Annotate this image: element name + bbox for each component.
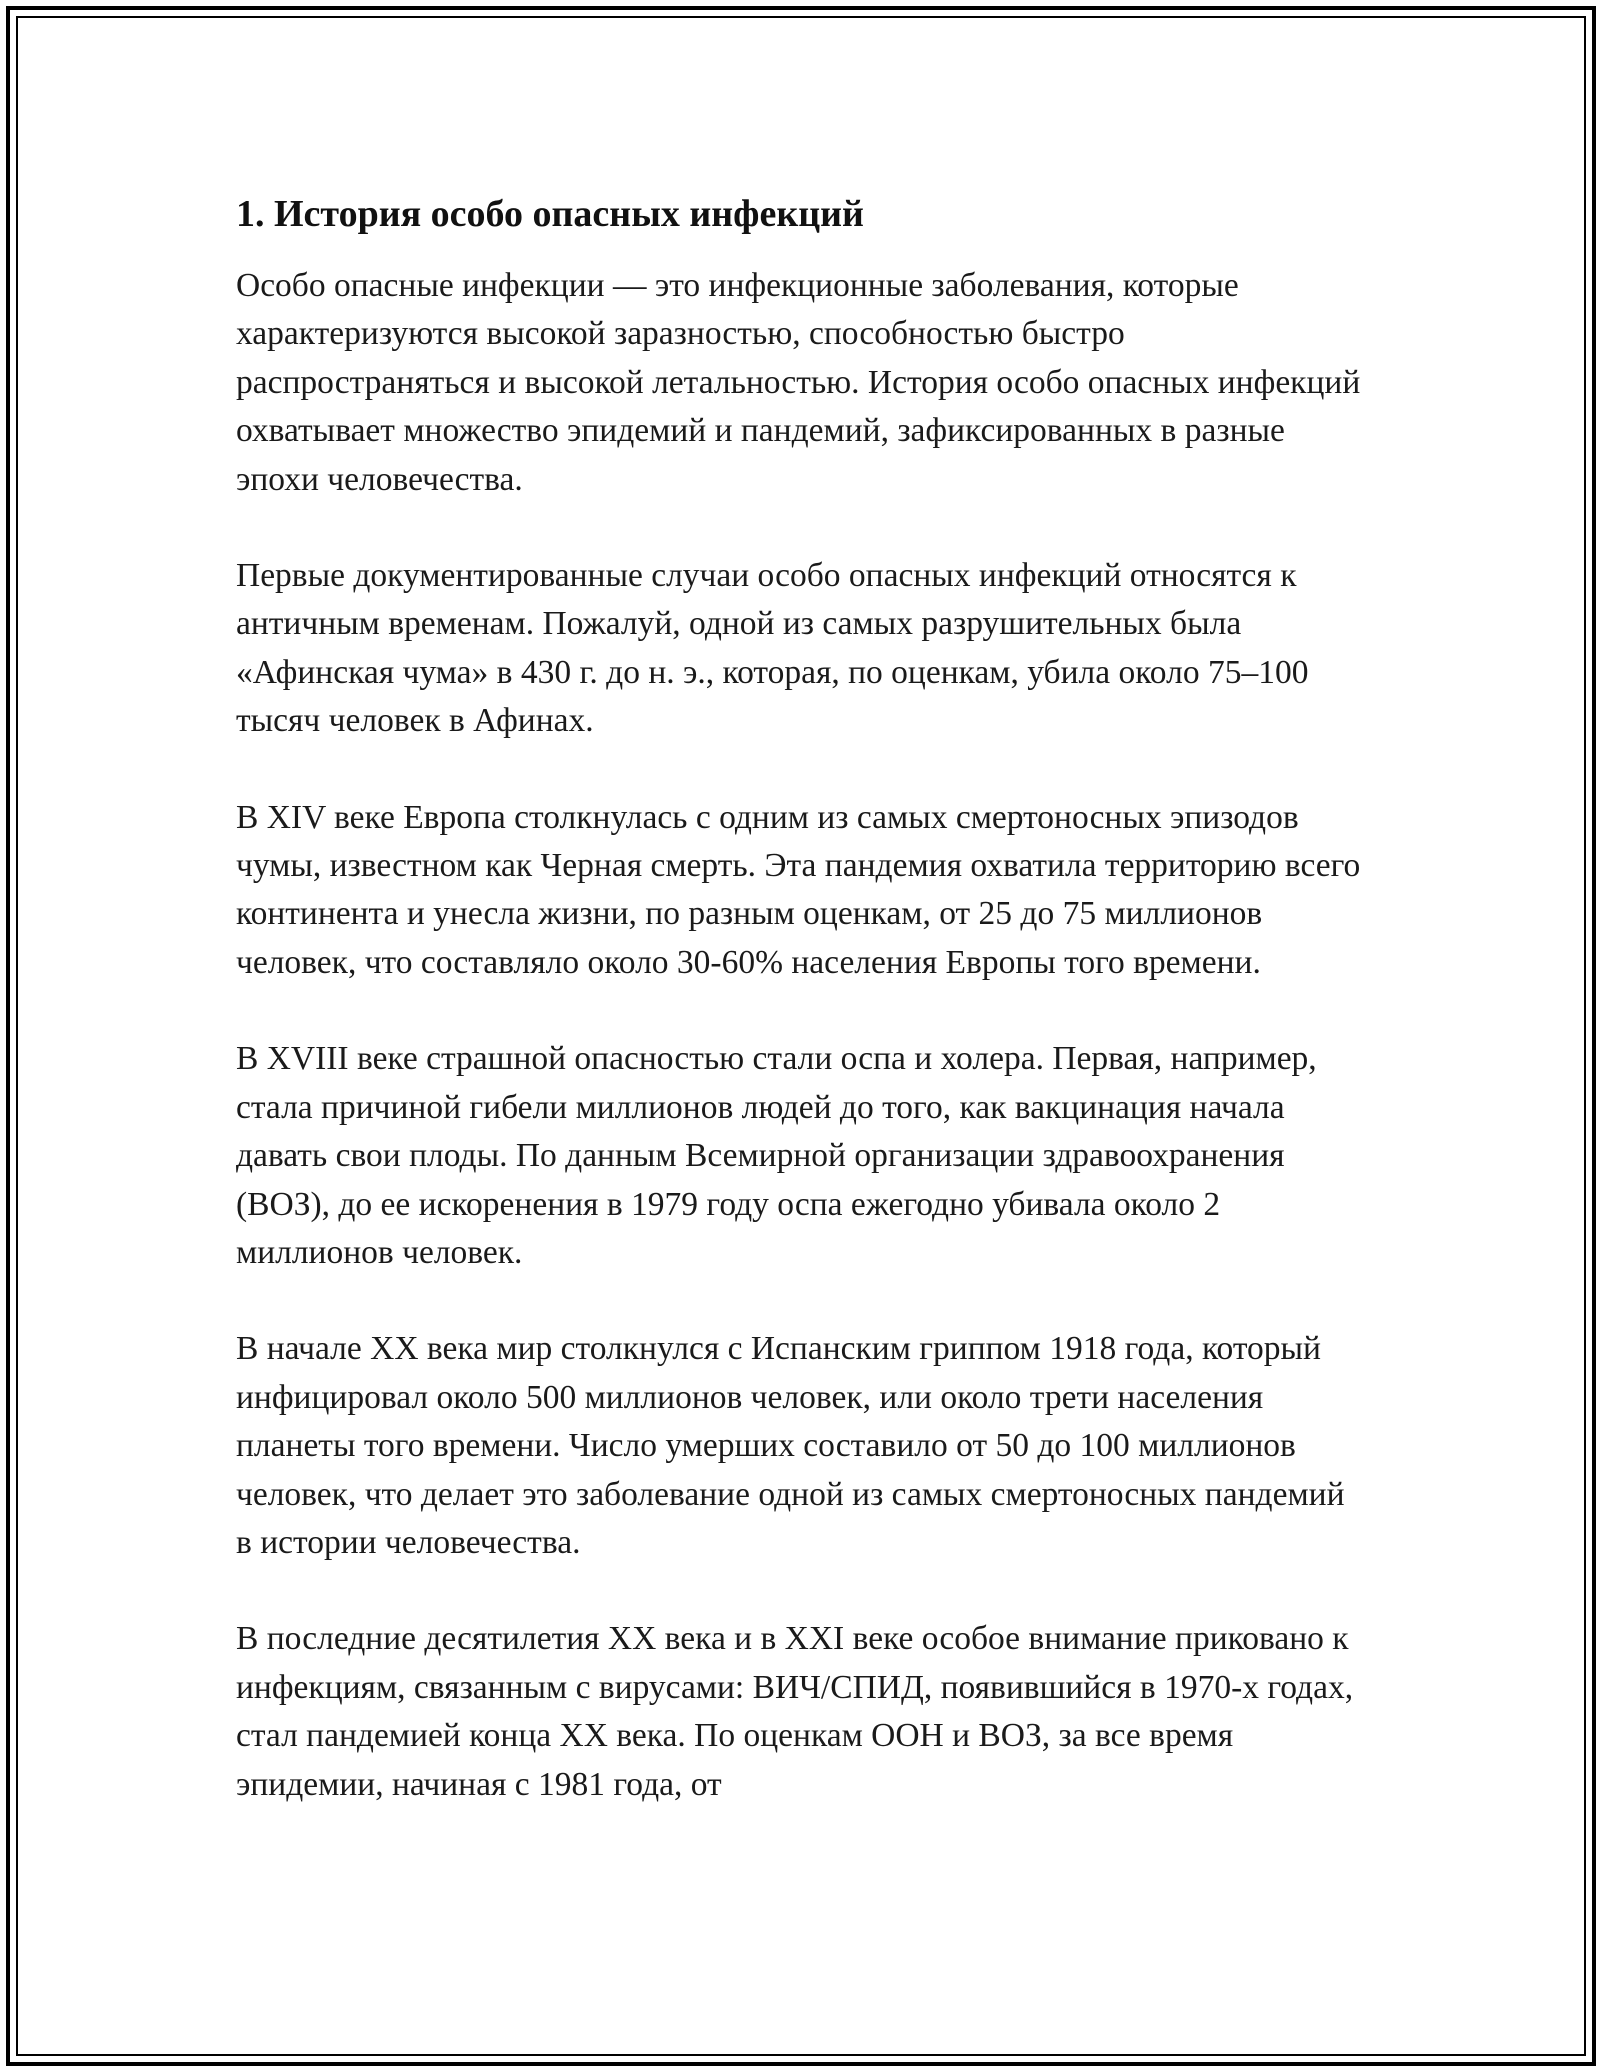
- paragraph-black-death: В XIV веке Европа столкнулась с одним из самых смертоносных эпизодов чумы, известном как Черная смерть. Эта пандемия охватила территорию всего континента и унесла жизни, по разным оценкам, от 25 до 75 миллионов человек, что составляло около 30-60% населения Европы того времени.: [236, 798, 1361, 981]
- paragraph-smallpox-cholera: В XVIII веке страшной опасностью стали оспа и холера. Первая, например, стала причиной гибели миллионов людей до того, как вакцинация начала давать свои плоды. По данным Всемирной организации здравоохранения (ВОЗ), до ее искоренения в 1979 году оспа ежегодно убивала около 2 миллионов человек.: [236, 1040, 1317, 1271]
- paragraph-intro: Особо опасные инфекции — это инфекционные заболевания, которые характеризуются высокой заразностью, способностью быстро распространяться и высокой летальностью. История особо опасных инфекций охватывает множество эпидемий и пандемий, зафиксированных в разные эпохи человечества.: [236, 267, 1361, 498]
- paragraph-spanish-flu: В начале XX века мир столкнулся с Испанским гриппом 1918 года, который инфицировал около 500 миллионов человек, или около трети населения планеты того времени. Число умерших составило от 50 до 100 миллионов человек, что делает это заболевание одной из самых смертоносных пандемий в истории человечества.: [236, 1330, 1345, 1561]
- document-page: [236, 190, 1366, 1857]
- paragraph-antiquity: Первые документированные случаи особо опасных инфекций относятся к античным временам. Пожалуй, одной из самых разрушительных была «Афинская чума» в 430 г. до н. э., которая, по оценкам, убила около 75–100 тысяч человек в Афинах.: [236, 557, 1309, 740]
- section-heading: 1. История особо опасных инфекций: [236, 193, 864, 235]
- paragraph-hiv-aids: В последние десятилетия XX века и в XXI веке особое внимание приковано к инфекциям, связанным с вирусами: ВИЧ/СПИД, появившийся в 1970-х годах, стал пандемией конца XX века. По оценкам ООН и ВОЗ, за все время эпидемии, начиная с 1981 года, от: [236, 1620, 1354, 1803]
